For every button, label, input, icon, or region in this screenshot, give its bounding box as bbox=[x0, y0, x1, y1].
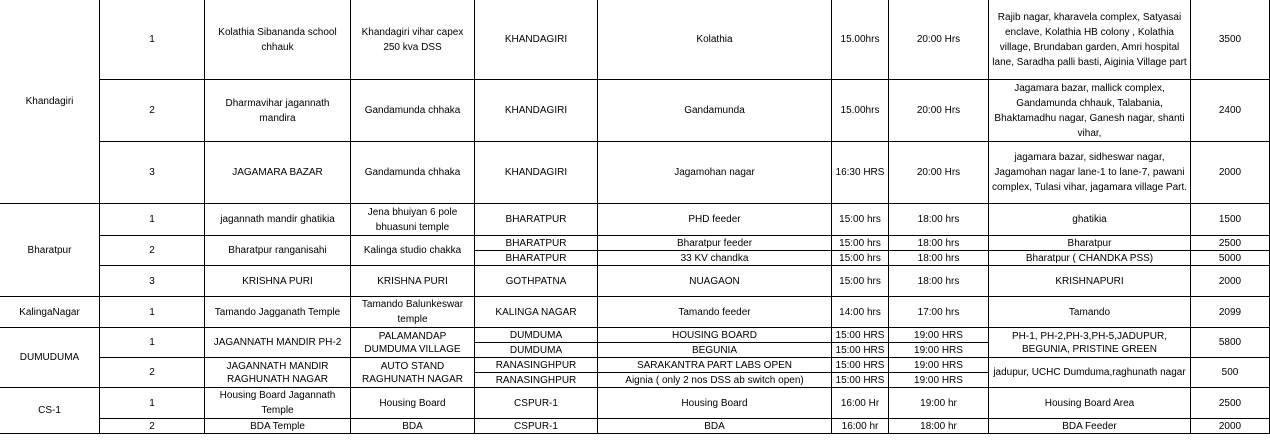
location-cell: KRISHNA PURI bbox=[205, 266, 351, 297]
serial-number-cell: 2 bbox=[100, 80, 205, 142]
end-time-cell: 19:00 HRS bbox=[889, 373, 989, 388]
serial-number-cell: 2 bbox=[100, 419, 205, 434]
serial-number-cell: 1 bbox=[100, 0, 205, 80]
table-row bbox=[0, 388, 1270, 419]
zone-cell: Khandagiri bbox=[0, 0, 100, 204]
section-cell: BHARATPUR bbox=[475, 251, 598, 266]
dss-cell: KRISHNA PURI bbox=[351, 266, 475, 297]
zone-cell: KalingaNagar bbox=[0, 297, 100, 328]
dss-cell: Housing Board bbox=[351, 388, 475, 419]
serial-number-cell: 1 bbox=[100, 388, 205, 419]
households-cell: 1500 bbox=[1191, 204, 1270, 236]
location-cell: JAGANNATH MANDIR RAGHUNATH NAGAR bbox=[205, 358, 351, 388]
area-cell: Rajib nagar, kharavela complex, Satyasai enclave, Kolathia HB colony , Kolathia village, Brundaban garden, Amri hospital lane, Saradha palli basti, Aiginia Village part bbox=[989, 0, 1191, 80]
dss-cell: Gandamunda chhaka bbox=[351, 80, 475, 142]
start-time-cell: 15:00 HRS bbox=[832, 328, 889, 343]
serial-number-cell: 3 bbox=[100, 142, 205, 204]
dss-cell: PALAMANDAP DUMDUMA VILLAGE bbox=[351, 328, 475, 358]
start-time-cell: 16:00 Hr bbox=[832, 388, 889, 419]
area-cell: Tamando bbox=[989, 297, 1191, 328]
end-time-cell: 19:00 hr bbox=[889, 388, 989, 419]
dss-cell: BDA bbox=[351, 419, 475, 434]
households-cell: 5000 bbox=[1191, 251, 1270, 266]
dss-cell: Kalinga studio chakka bbox=[351, 236, 475, 266]
feeder-cell: SARAKANTRA PART LABS OPEN bbox=[598, 358, 832, 373]
table-row bbox=[0, 328, 1270, 343]
table-row bbox=[0, 0, 1270, 80]
dss-cell: Tamando Balunkeswar temple bbox=[351, 297, 475, 328]
households-cell: 2000 bbox=[1191, 419, 1270, 434]
start-time-cell: 15:00 hrs bbox=[832, 204, 889, 236]
end-time-cell: 20:00 Hrs bbox=[889, 142, 989, 204]
area-cell: jagamara bazar, sidheswar nagar, Jagamohan nagar lane-1 to lane-7, pawani complex, Tulasi vihar, jagamara village Part. bbox=[989, 142, 1191, 204]
feeder-cell: BEGUNIA bbox=[598, 343, 832, 358]
table-row bbox=[0, 419, 1270, 434]
feeder-cell: Jagamohan nagar bbox=[598, 142, 832, 204]
location-cell: Dharmavihar jagannath mandira bbox=[205, 80, 351, 142]
end-time-cell: 19:00 HRS bbox=[889, 358, 989, 373]
end-time-cell: 20:00 Hrs bbox=[889, 0, 989, 80]
location-cell: jagannath mandir ghatikia bbox=[205, 204, 351, 236]
area-cell: Bharatpur ( CHANDKA PSS) bbox=[989, 251, 1191, 266]
feeder-cell: Tamando feeder bbox=[598, 297, 832, 328]
area-cell: KRISHNAPURI bbox=[989, 266, 1191, 297]
location-cell: Bharatpur ranganisahi bbox=[205, 236, 351, 266]
area-cell: jadupur, UCHC Dumduma,raghunath nagar bbox=[989, 358, 1191, 388]
end-time-cell: 18:00 hrs bbox=[889, 236, 989, 251]
end-time-cell: 17:00 hrs bbox=[889, 297, 989, 328]
location-cell: Housing Board Jagannath Temple bbox=[205, 388, 351, 419]
section-cell: CSPUR-1 bbox=[475, 388, 598, 419]
section-cell: RANASINGHPUR bbox=[475, 358, 598, 373]
section-cell: KHANDAGIRI bbox=[475, 0, 598, 80]
table-row bbox=[0, 266, 1270, 297]
section-cell: GOTHPATNA bbox=[475, 266, 598, 297]
start-time-cell: 15:00 hrs bbox=[832, 236, 889, 251]
dss-cell: Khandagiri vihar capex 250 kva DSS bbox=[351, 0, 475, 80]
area-cell: Bharatpur bbox=[989, 236, 1191, 251]
start-time-cell: 15:00 hrs bbox=[832, 266, 889, 297]
start-time-cell: 15:00 HRS bbox=[832, 343, 889, 358]
serial-number-cell: 1 bbox=[100, 297, 205, 328]
table-row bbox=[0, 80, 1270, 142]
households-cell: 2500 bbox=[1191, 388, 1270, 419]
end-time-cell: 19:00 HRS bbox=[889, 328, 989, 343]
table-row bbox=[0, 297, 1270, 328]
section-cell: DUMDUMA bbox=[475, 328, 598, 343]
feeder-cell: Kolathia bbox=[598, 0, 832, 80]
feeder-cell: Aignia ( only 2 nos DSS ab switch open) bbox=[598, 373, 832, 388]
end-time-cell: 18:00 hrs bbox=[889, 266, 989, 297]
feeder-cell: BDA bbox=[598, 419, 832, 434]
serial-number-cell: 1 bbox=[100, 204, 205, 236]
table-row bbox=[0, 142, 1270, 204]
start-time-cell: 14:00 hrs bbox=[832, 297, 889, 328]
feeder-cell: NUAGAON bbox=[598, 266, 832, 297]
section-cell: DUMDUMA bbox=[475, 343, 598, 358]
feeder-cell: PHD feeder bbox=[598, 204, 832, 236]
start-time-cell: 16:00 hr bbox=[832, 419, 889, 434]
start-time-cell: 15:00 HRS bbox=[832, 373, 889, 388]
dss-cell: Gandamunda chhaka bbox=[351, 142, 475, 204]
feeder-cell: Gandamunda bbox=[598, 80, 832, 142]
section-cell: KALINGA NAGAR bbox=[475, 297, 598, 328]
households-cell: 5800 bbox=[1191, 328, 1270, 358]
area-cell: BDA Feeder bbox=[989, 419, 1191, 434]
households-cell: 2400 bbox=[1191, 80, 1270, 142]
end-time-cell: 18:00 hr bbox=[889, 419, 989, 434]
feeder-cell: Bharatpur feeder bbox=[598, 236, 832, 251]
serial-number-cell: 3 bbox=[100, 266, 205, 297]
households-cell: 2099 bbox=[1191, 297, 1270, 328]
end-time-cell: 19:00 HRS bbox=[889, 343, 989, 358]
households-cell: 2000 bbox=[1191, 266, 1270, 297]
section-cell: KHANDAGIRI bbox=[475, 142, 598, 204]
start-time-cell: 15:00 hrs bbox=[832, 251, 889, 266]
households-cell: 3500 bbox=[1191, 0, 1270, 80]
area-cell: Jagamara bazar, mallick complex, Gandamunda chhauk, Talabania, Bhaktamadhu nagar, Ganesh nagar, shanti vihar, bbox=[989, 80, 1191, 142]
serial-number-cell: 2 bbox=[100, 236, 205, 266]
dss-cell: Jena bhuiyan 6 pole bhuasuni temple bbox=[351, 204, 475, 236]
location-cell: Tamando Jagganath Temple bbox=[205, 297, 351, 328]
zone-cell: CS-1 bbox=[0, 388, 100, 434]
section-cell: KHANDAGIRI bbox=[475, 80, 598, 142]
dss-cell: AUTO STAND RAGHUNATH NAGAR bbox=[351, 358, 475, 388]
serial-number-cell: 1 bbox=[100, 328, 205, 358]
zone-cell: DUMUDUMA bbox=[0, 328, 100, 388]
location-cell: Kolathia Sibananda school chhauk bbox=[205, 0, 351, 80]
start-time-cell: 15:00 HRS bbox=[832, 358, 889, 373]
table-row bbox=[0, 204, 1270, 236]
feeder-cell: HOUSING BOARD bbox=[598, 328, 832, 343]
location-cell: BDA Temple bbox=[205, 419, 351, 434]
start-time-cell: 16:30 HRS bbox=[832, 142, 889, 204]
section-cell: CSPUR-1 bbox=[475, 419, 598, 434]
table-row bbox=[0, 236, 1270, 251]
end-time-cell: 18:00 hrs bbox=[889, 251, 989, 266]
households-cell: 2500 bbox=[1191, 236, 1270, 251]
households-cell: 500 bbox=[1191, 358, 1270, 388]
end-time-cell: 20:00 Hrs bbox=[889, 80, 989, 142]
table-row bbox=[0, 358, 1270, 373]
feeder-cell: Housing Board bbox=[598, 388, 832, 419]
location-cell: JAGANNATH MANDIR PH-2 bbox=[205, 328, 351, 358]
area-cell: PH-1, PH-2,PH-3,PH-5,JADUPUR, BEGUNIA, PRISTINE GREEN bbox=[989, 328, 1191, 358]
zone-cell: Bharatpur bbox=[0, 204, 100, 297]
end-time-cell: 18:00 hrs bbox=[889, 204, 989, 236]
section-cell: BHARATPUR bbox=[475, 204, 598, 236]
households-cell: 2000 bbox=[1191, 142, 1270, 204]
serial-number-cell: 2 bbox=[100, 358, 205, 388]
section-cell: RANASINGHPUR bbox=[475, 373, 598, 388]
location-cell: JAGAMARA BAZAR bbox=[205, 142, 351, 204]
start-time-cell: 15.00hrs bbox=[832, 80, 889, 142]
start-time-cell: 15.00hrs bbox=[832, 0, 889, 80]
area-cell: ghatikia bbox=[989, 204, 1191, 236]
area-cell: Housing Board Area bbox=[989, 388, 1191, 419]
feeder-cell: 33 KV chandka bbox=[598, 251, 832, 266]
section-cell: BHARATPUR bbox=[475, 236, 598, 251]
